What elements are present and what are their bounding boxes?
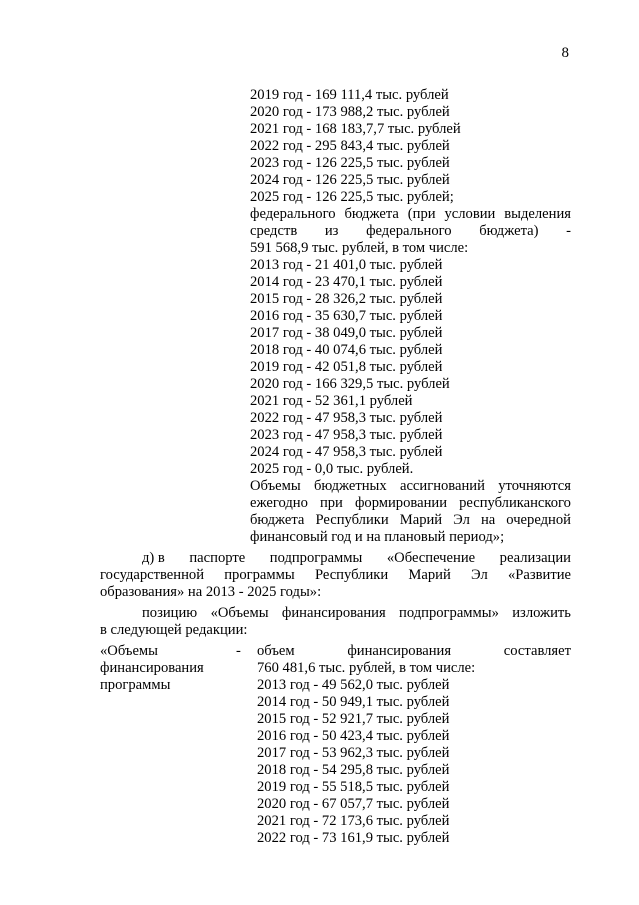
table-dash: - (236, 643, 241, 659)
word: республиканского (459, 495, 571, 511)
year-line: 2022 год - 73 161,9 тыс. рублей (257, 830, 450, 846)
word: подпрограммы» (399, 605, 499, 621)
table-left-label-1: «Объемы (100, 643, 158, 659)
year-line: 2023 год - 47 958,3 тыс. рублей (250, 427, 443, 443)
paragraph-d-line-2 (100, 567, 571, 584)
year-line: 2017 год - 53 962,3 тыс. рублей (257, 745, 450, 761)
word: Эл (471, 567, 488, 583)
note-line-2 (250, 495, 571, 512)
year-line: 2016 год - 35 630,7 тыс. рублей (250, 308, 443, 324)
word: средств (250, 223, 298, 239)
year-line: 2021 год - 168 183,7,7 тыс. рублей (250, 121, 461, 137)
word: на (480, 512, 496, 528)
year-line: 2025 год - 126 225,5 тыс. рублей; (250, 189, 454, 205)
word: позицию (142, 605, 198, 621)
year-line: 2020 год - 67 057,7 тыс. рублей (257, 796, 450, 812)
year-line: 2015 год - 28 326,2 тыс. рублей (250, 291, 443, 307)
year-line: 2019 год - 55 518,5 тыс. рублей (257, 779, 450, 795)
word: программы (224, 567, 295, 583)
word: выделения (504, 206, 571, 222)
word: из (324, 223, 339, 239)
note-line-3 (250, 512, 571, 529)
year-line: 2016 год - 50 423,4 тыс. рублей (257, 728, 450, 744)
year-line: 2014 год - 50 949,1 тыс. рублей (257, 694, 450, 710)
word: Марий (408, 567, 451, 583)
word: подпрограммы (269, 550, 363, 566)
table-left-label-2: финансирования (100, 660, 204, 676)
year-line: 2022 год - 295 843,4 тыс. рублей (250, 138, 450, 154)
paragraph-d-line-3: образования» на 2013 - 2025 годы»: (100, 584, 322, 600)
word: при (319, 495, 343, 511)
year-line: 2019 год - 42 051,8 тыс. рублей (250, 359, 443, 375)
word: «Развитие (507, 567, 571, 583)
word: Республики (315, 512, 389, 528)
word: объем (257, 643, 295, 659)
word: финансирования (347, 643, 452, 659)
word: формировании (354, 495, 448, 511)
word: уточняются (498, 478, 571, 494)
year-line: 2013 год - 49 562,0 тыс. рублей (257, 677, 450, 693)
word: бюджета (344, 206, 399, 222)
word: бюджетных (313, 478, 387, 494)
word: изложить (512, 605, 571, 621)
word: Республики (314, 567, 389, 583)
year-line: 2024 год - 47 958,3 тыс. рублей (250, 444, 443, 460)
word: Марий (399, 512, 443, 528)
word: очередной (506, 512, 571, 528)
note-line-1 (250, 478, 571, 495)
federal-budget-line-1 (250, 206, 571, 223)
year-line: 2020 год - 166 329,5 тыс. рублей (250, 376, 450, 392)
federal-budget-total: 591 568,9 тыс. рублей, в том числе: (250, 240, 469, 256)
year-line: 2013 год - 21 401,0 тыс. рублей (250, 257, 443, 273)
instruction-line-1 (142, 605, 571, 622)
year-line: 2022 год - 47 958,3 тыс. рублей (250, 410, 443, 426)
year-line: 2019 год - 169 111,4 тыс. рублей (250, 87, 449, 103)
year-line: 2020 год - 173 988,2 тыс. рублей (250, 104, 450, 120)
word: Эл (453, 512, 470, 528)
word: ассигнований (399, 478, 485, 494)
word: «Обеспечение (386, 550, 476, 566)
year-line: 2021 год - 72 173,6 тыс. рублей (257, 813, 450, 829)
word: составляет (503, 643, 571, 659)
word: федерального (250, 206, 336, 222)
word: бюджета (250, 512, 305, 528)
table-right-line-1 (257, 643, 571, 660)
note-line-4: финансовый год и на плановый период»; (250, 529, 505, 545)
year-line: 2014 год - 23 470,1 тыс. рублей (250, 274, 443, 290)
word: бюджета) (479, 223, 539, 239)
instruction-line-2: в следующей редакции: (100, 622, 248, 638)
word: - (566, 223, 571, 239)
year-line: 2021 год - 52 361,1 рублей (250, 393, 413, 409)
word: д) в (142, 550, 165, 566)
word: (при (407, 206, 436, 222)
year-line: 2018 год - 40 074,6 тыс. рублей (250, 342, 443, 358)
word: государственной (100, 567, 205, 583)
year-line: 2024 год - 126 225,5 тыс. рублей (250, 172, 450, 188)
word: «Объемы (210, 605, 269, 621)
word: финансирования (281, 605, 386, 621)
year-line: 2018 год - 54 295,8 тыс. рублей (257, 762, 450, 778)
table-left-label-3: программы (100, 677, 171, 693)
word: паспорте (189, 550, 246, 566)
year-line: 2017 год - 38 049,0 тыс. рублей (250, 325, 443, 341)
year-line: 2023 год - 126 225,5 тыс. рублей (250, 155, 450, 171)
page-number: 8 (561, 45, 569, 61)
year-line: 2025 год - 0,0 тыс. рублей. (250, 461, 414, 477)
word: ежегодно (250, 495, 308, 511)
federal-budget-line-2 (250, 223, 571, 240)
table-right-total: 760 481,6 тыс. рублей, в том числе: (257, 660, 476, 676)
year-line: 2015 год - 52 921,7 тыс. рублей (257, 711, 450, 727)
word: условии (444, 206, 496, 222)
word: Объемы (250, 478, 301, 494)
word: федерального (366, 223, 452, 239)
word: реализации (499, 550, 571, 566)
paragraph-d-line-1 (142, 550, 571, 567)
